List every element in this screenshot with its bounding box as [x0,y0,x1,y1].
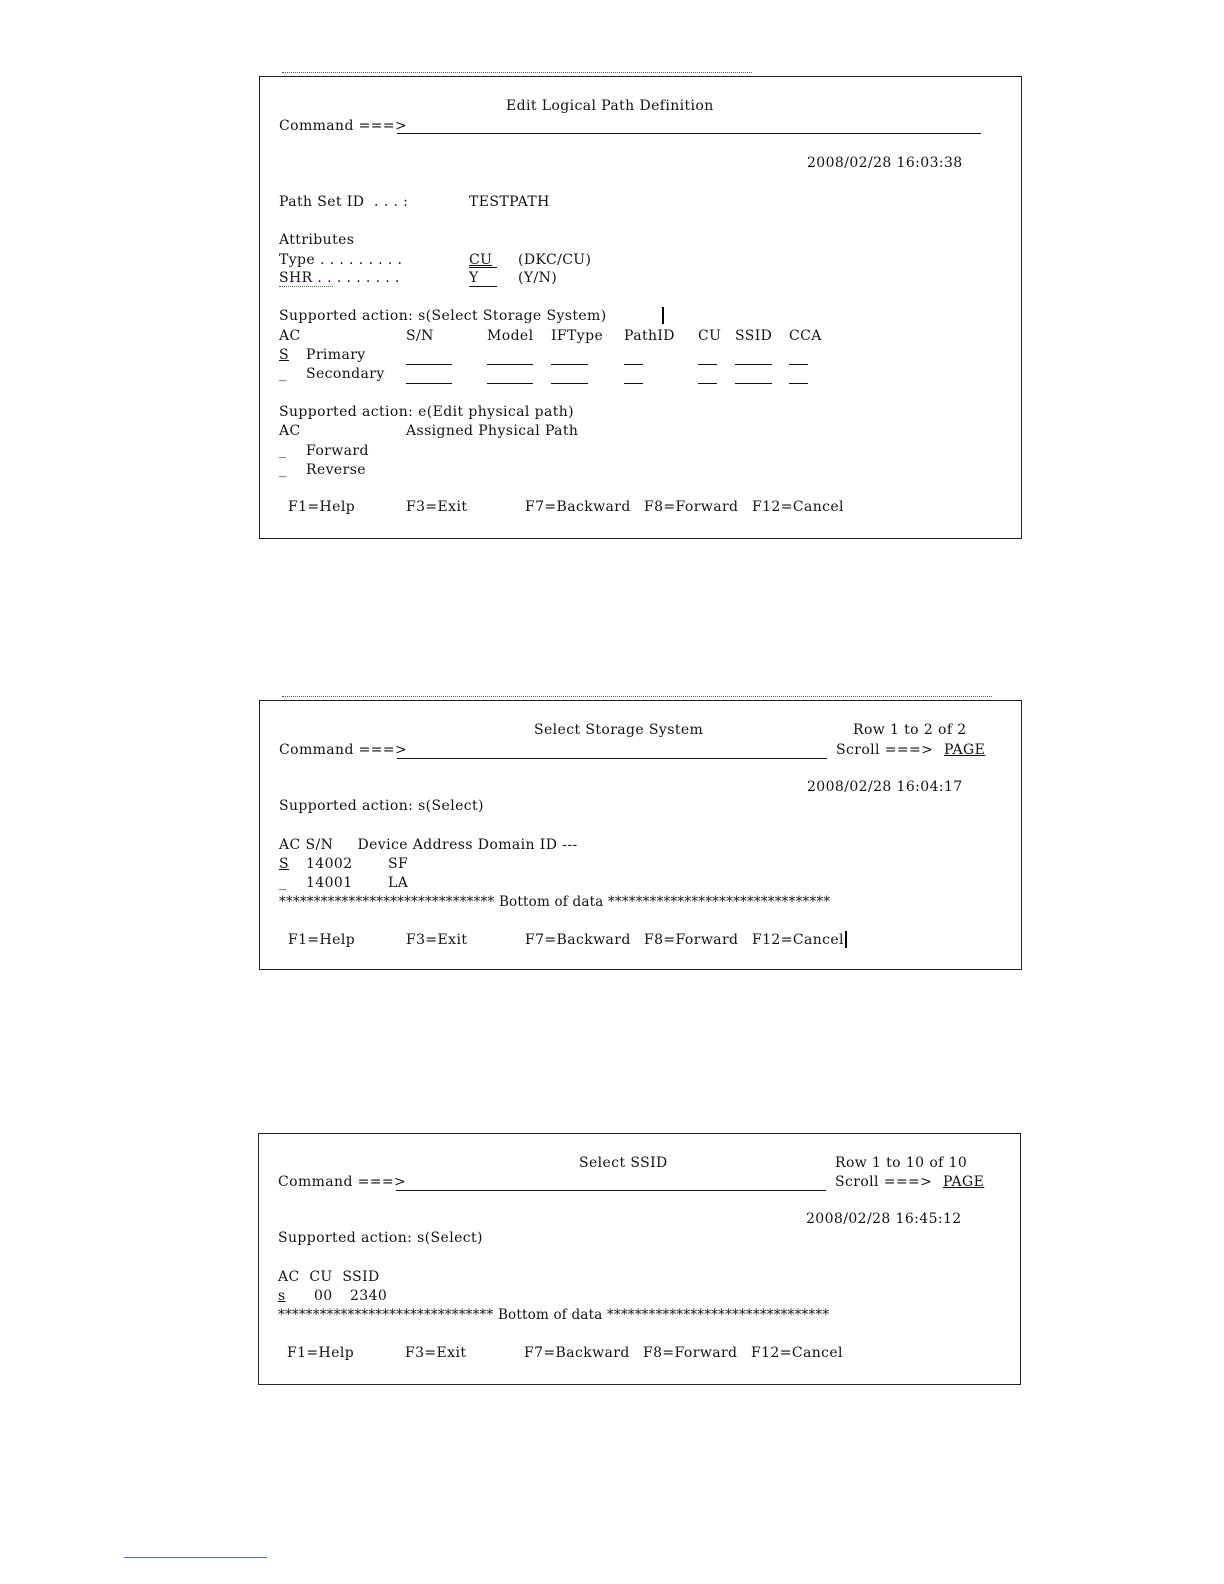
col-header-cca: CCA [789,328,822,344]
row-2-sn: 14001 [306,875,353,891]
fkey-cancel[interactable]: F12=Cancel [752,932,844,948]
timestamp: 2008/02/28 16:03:38 [807,155,963,171]
secondary-ac-input[interactable]: _ [279,366,287,382]
bottom-of-data: ******************************* Bottom of data ******************************** [278,1307,830,1323]
text-cursor [662,307,664,324]
row-1-domain: SF [388,856,409,872]
scroll-amount-input[interactable]: PAGE [943,1174,985,1190]
row-1-cu: 00 [314,1288,333,1304]
row-info: Row 1 to 10 of 10 [835,1155,968,1171]
primary-iftype-input[interactable] [551,364,588,365]
col-header-ac: AC [279,328,301,344]
forward-label: Forward [306,443,369,459]
command-label: Command ===> [279,742,408,758]
spellcheck-squiggle [279,283,333,287]
select-ssid-screen [258,1133,1021,1385]
supported-action: Supported action: s(Select) [279,798,484,814]
forward-ac-input[interactable]: _ [279,443,287,459]
type-label: Type . . . . . . . . . [279,252,403,268]
type-input[interactable]: CU [469,252,493,268]
col-header-cu: CU [698,328,722,344]
primary-ssid-input[interactable] [735,364,772,365]
col-header-iftype: IFType [551,328,604,344]
reverse-label: Reverse [306,462,366,478]
fkey-exit[interactable]: F3=Exit [405,1345,467,1361]
path-set-label: Path Set ID . . . : [279,194,409,210]
fkey-exit[interactable]: F3=Exit [406,932,468,948]
bottom-of-data: ******************************* Bottom of data ******************************** [279,894,831,910]
fkey-cancel[interactable]: F12=Cancel [751,1345,843,1361]
type-hint: (DKC/CU) [518,252,592,268]
shr-input[interactable]: Y [469,270,479,286]
row-2-domain: LA [388,875,409,891]
screen-title: Edit Logical Path Definition [506,98,714,114]
row-1-ac-input[interactable]: s [278,1288,286,1304]
select-storage-system-screen [259,700,1022,970]
secondary-label: Secondary [306,366,385,382]
text-cursor [845,931,847,948]
secondary-cu-input[interactable] [698,383,717,384]
secondary-pathid-input[interactable] [624,383,643,384]
shr-label: SHR . . . . . . . . . [279,270,400,286]
footnote-rule [124,1557,267,1558]
primary-ac-input[interactable]: S [279,347,289,363]
row-info: Row 1 to 2 of 2 [853,722,967,738]
fkey-forward[interactable]: F8=Forward [644,499,739,515]
primary-cu-input[interactable] [698,364,717,365]
fkey-backward[interactable]: F7=Backward [525,932,631,948]
primary-cca-input[interactable] [789,364,808,365]
secondary-sn-input[interactable] [406,383,452,384]
supported-action-edit: Supported action: e(Edit physical path) [279,404,575,420]
col-header-model: Model [487,328,534,344]
scroll-label: Scroll ===> [836,742,934,758]
cropped-text-top-1 [282,72,752,73]
secondary-model-input[interactable] [487,383,533,384]
primary-label: Primary [306,347,366,363]
row-2-ac-input[interactable]: _ [279,875,287,891]
path-header-ac: AC [279,423,301,439]
reverse-ac-input[interactable]: _ [279,462,287,478]
primary-model-input[interactable] [487,364,533,365]
secondary-iftype-input[interactable] [551,383,588,384]
primary-sn-input[interactable] [406,364,452,365]
col-header-sn: S/N [406,328,434,344]
row-1-ssid: 2340 [350,1288,388,1304]
scroll-label: Scroll ===> [835,1174,933,1190]
command-label: Command ===> [278,1174,407,1190]
fkey-backward[interactable]: F7=Backward [525,499,631,515]
edit-logical-path-screen [259,76,1022,539]
row-1-ac-input[interactable]: S [279,856,289,872]
path-header-assigned: Assigned Physical Path [406,423,579,439]
screen-title: Select Storage System [534,722,704,738]
scroll-amount-input[interactable]: PAGE [944,742,986,758]
path-set-value: TESTPATH [469,194,550,210]
secondary-cca-input[interactable] [789,383,808,384]
secondary-ssid-input[interactable] [735,383,772,384]
supported-action: Supported action: s(Select) [278,1230,483,1246]
fkey-help[interactable]: F1=Help [288,932,356,948]
fkey-forward[interactable]: F8=Forward [644,932,739,948]
command-input[interactable] [397,758,827,759]
fkey-help[interactable]: F1=Help [287,1345,355,1361]
fkey-help[interactable]: F1=Help [288,499,356,515]
command-label: Command ===> [279,118,408,134]
command-input[interactable] [397,133,981,134]
fkey-exit[interactable]: F3=Exit [406,499,468,515]
timestamp: 2008/02/28 16:45:12 [806,1211,962,1227]
shr-input-underline [469,286,497,287]
table-header: AC S/N Device Address Domain ID --- [279,837,578,853]
table-header: AC CU SSID [278,1269,380,1285]
fkey-backward[interactable]: F7=Backward [524,1345,630,1361]
screen-title: Select SSID [579,1155,668,1171]
supported-action-select: Supported action: s(Select Storage System) [279,308,607,324]
cropped-text-top-2 [282,696,992,697]
shr-hint: (Y/N) [518,270,558,286]
type-input-underline [469,267,497,268]
attributes-label: Attributes [279,232,355,248]
col-header-pathid: PathID [624,328,675,344]
fkey-cancel[interactable]: F12=Cancel [752,499,844,515]
row-1-sn: 14002 [306,856,353,872]
fkey-forward[interactable]: F8=Forward [643,1345,738,1361]
primary-pathid-input[interactable] [624,364,643,365]
timestamp: 2008/02/28 16:04:17 [807,779,963,795]
command-input[interactable] [396,1190,826,1191]
col-header-ssid: SSID [735,328,773,344]
